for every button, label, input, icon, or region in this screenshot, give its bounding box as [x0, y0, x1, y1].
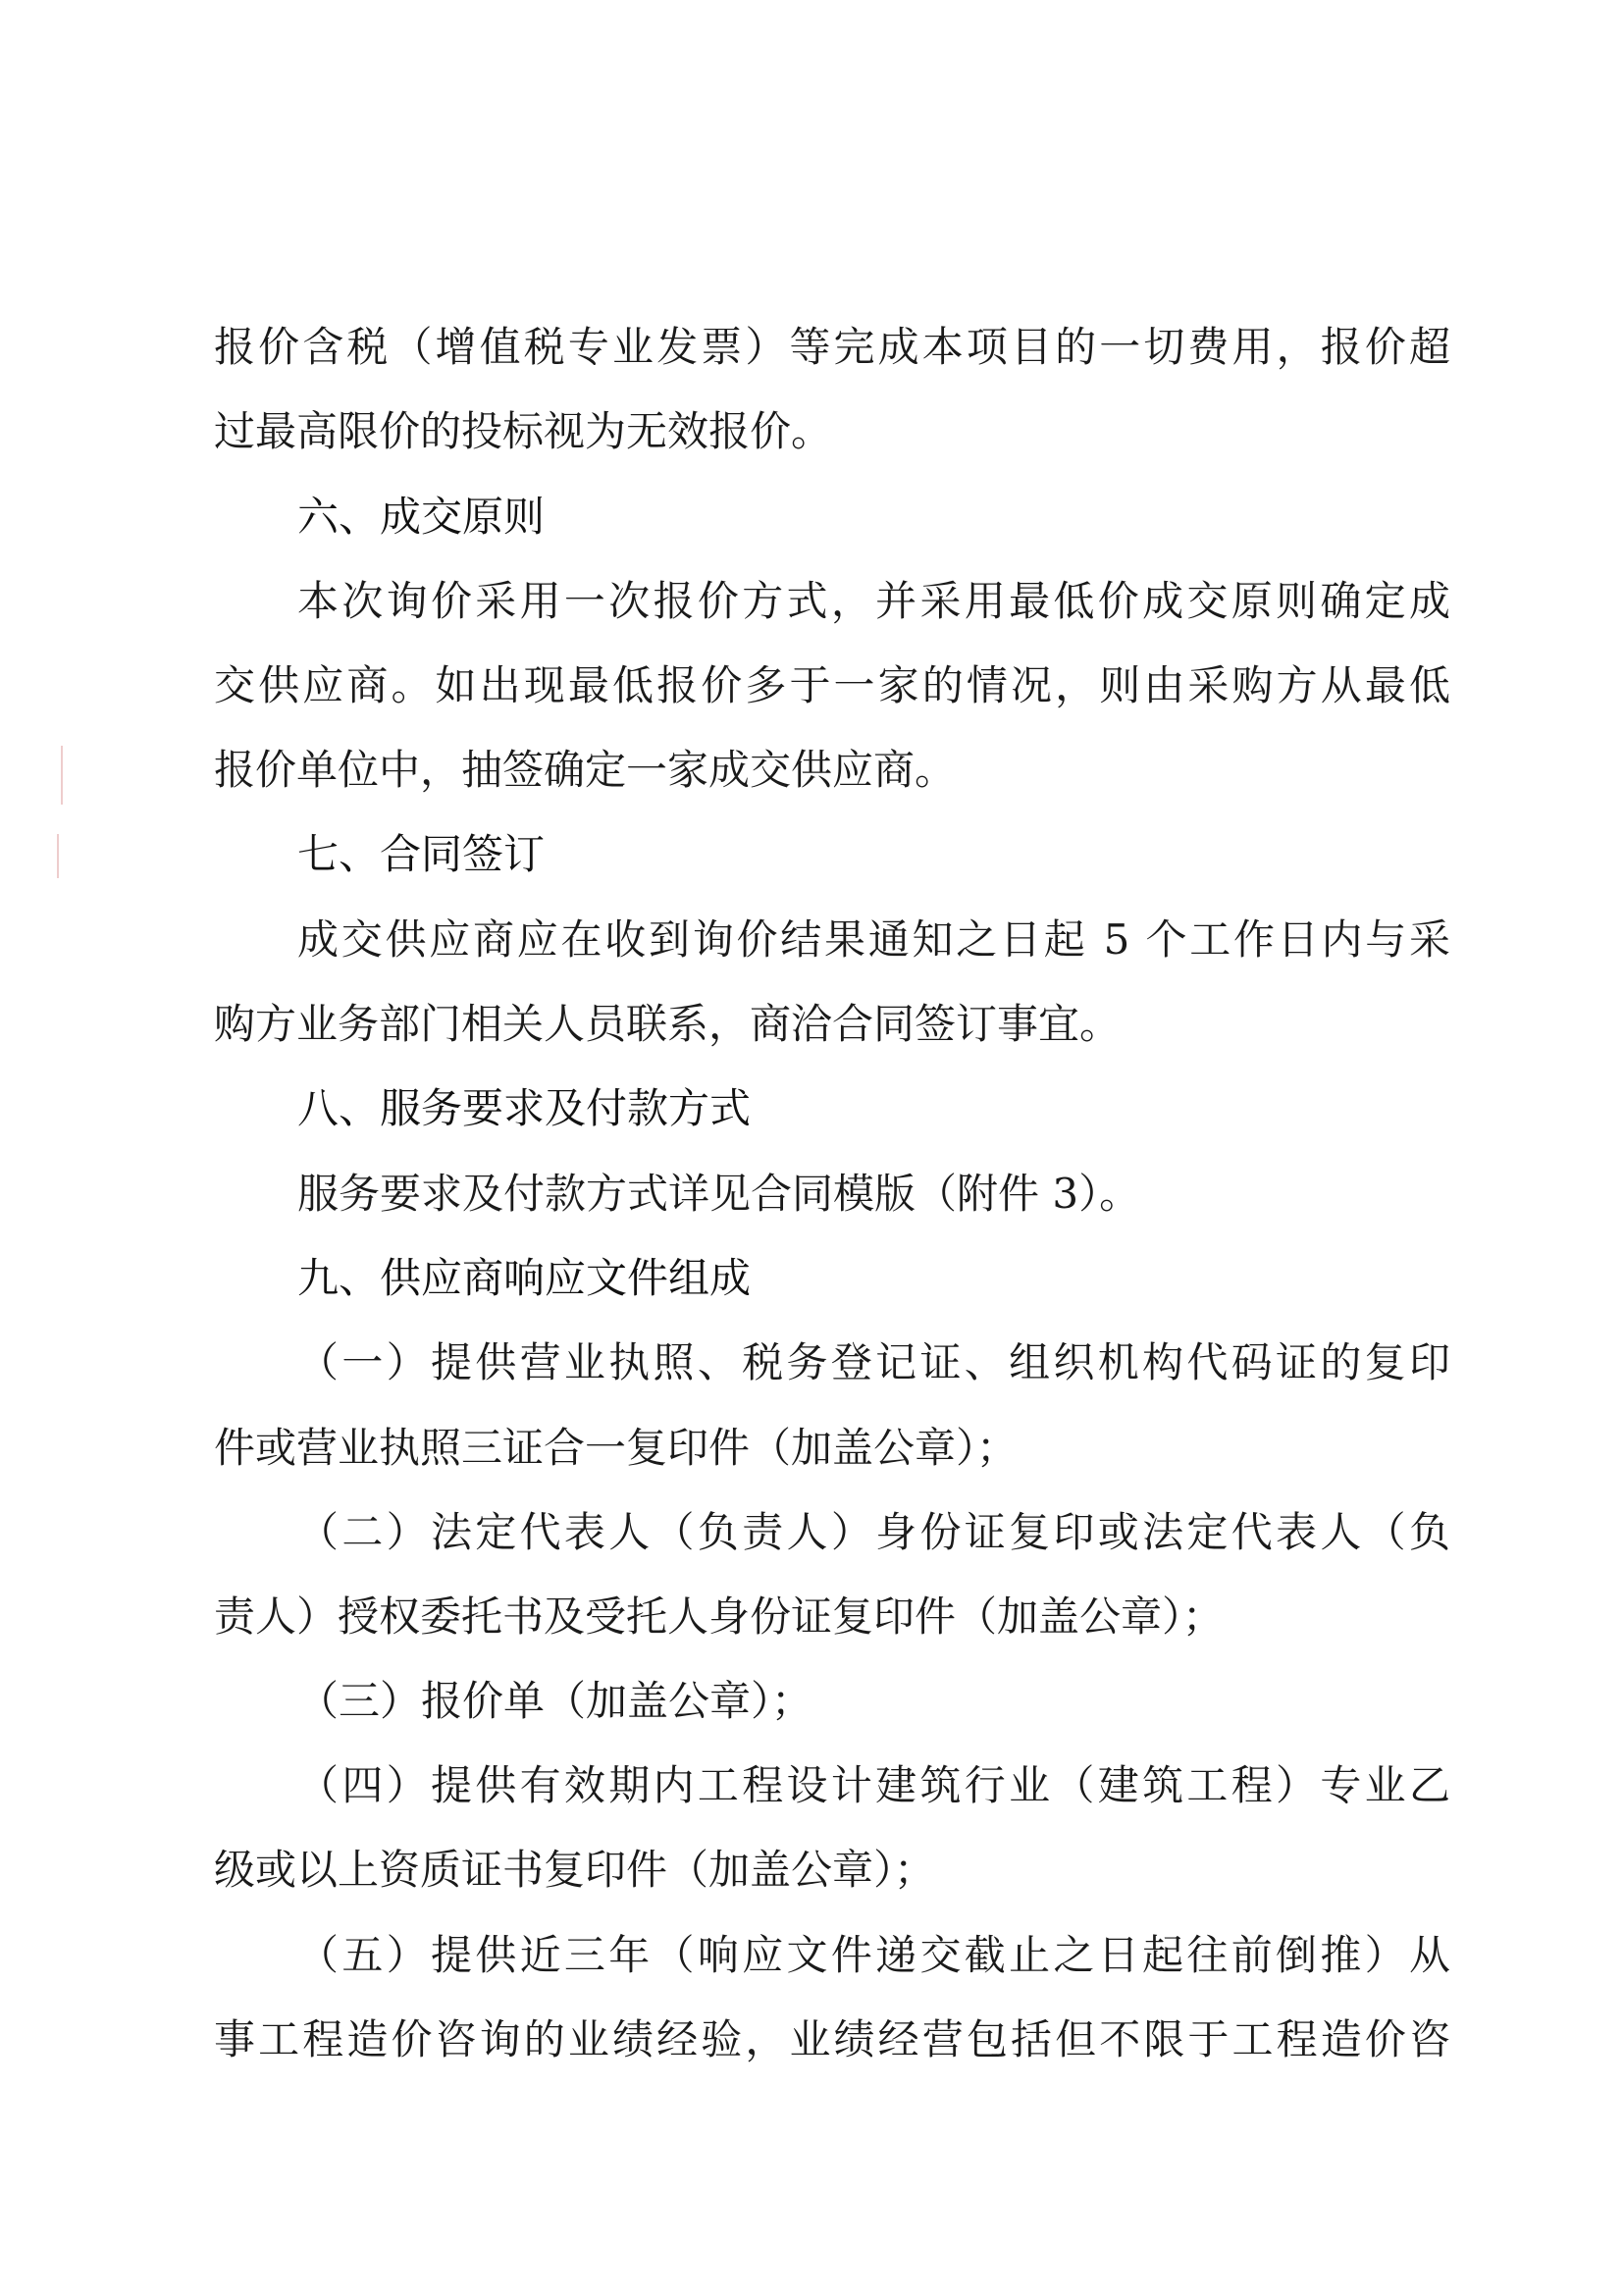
- list-item-line: （四）提供有效期内工程设计建筑行业（建筑工程）专业乙: [297, 1761, 1450, 1809]
- body-line: 交供应商。如出现最低报价多于一家的情况，则由采购方从最低: [214, 661, 1450, 709]
- list-item-line: 责人）授权委托书及受托人身份证复印件（加盖公章）；: [214, 1592, 1225, 1641]
- section-heading-six: 六、成交原则: [297, 493, 546, 541]
- body-line: 报价单位中，抽签确定一家成交供应商。: [214, 746, 957, 794]
- list-item-line: （五）提供近三年（响应文件递交截止之日起往前倒推）从: [297, 1931, 1450, 1979]
- list-item-line: （二）法定代表人（负责人）身份证复印或法定代表人（负: [297, 1508, 1450, 1556]
- body-line: 报价含税（增值税专业发票）等完成本项目的一切费用，报价超: [214, 323, 1450, 371]
- body-line: 服务要求及付款方式详见合同模版（附件 3）。: [297, 1170, 1141, 1218]
- list-item-line: （三）报价单（加盖公章）；: [297, 1677, 813, 1725]
- body-line: 过最高限价的投标视为无效报价。: [214, 407, 833, 455]
- scan-edge-mark: [57, 834, 59, 878]
- body-line: 成交供应商应在收到询价结果通知之日起 5 个工作日内与采: [297, 915, 1450, 964]
- list-item-line: 事工程造价咨询的业绩经验，业绩经营包括但不限于工程造价咨: [214, 2015, 1450, 2063]
- body-line: 本次询价采用一次报价方式，并采用最低价成交原则确定成: [297, 577, 1450, 625]
- list-item-line: 件或营业执照三证合一复印件（加盖公章）；: [214, 1424, 1019, 1472]
- section-heading-nine: 九、供应商响应文件组成: [297, 1254, 752, 1302]
- section-heading-eight: 八、服务要求及付款方式: [297, 1084, 752, 1132]
- body-line: 购方业务部门相关人员联系，商洽合同签订事宜。: [214, 1000, 1122, 1048]
- scan-edge-mark: [61, 746, 63, 805]
- section-heading-seven: 七、合同签订: [297, 830, 546, 878]
- list-item-line: （一）提供营业执照、税务登记证、组织机构代码证的复印: [297, 1338, 1450, 1386]
- list-item-line: 级或以上资质证书复印件（加盖公章）；: [214, 1846, 936, 1894]
